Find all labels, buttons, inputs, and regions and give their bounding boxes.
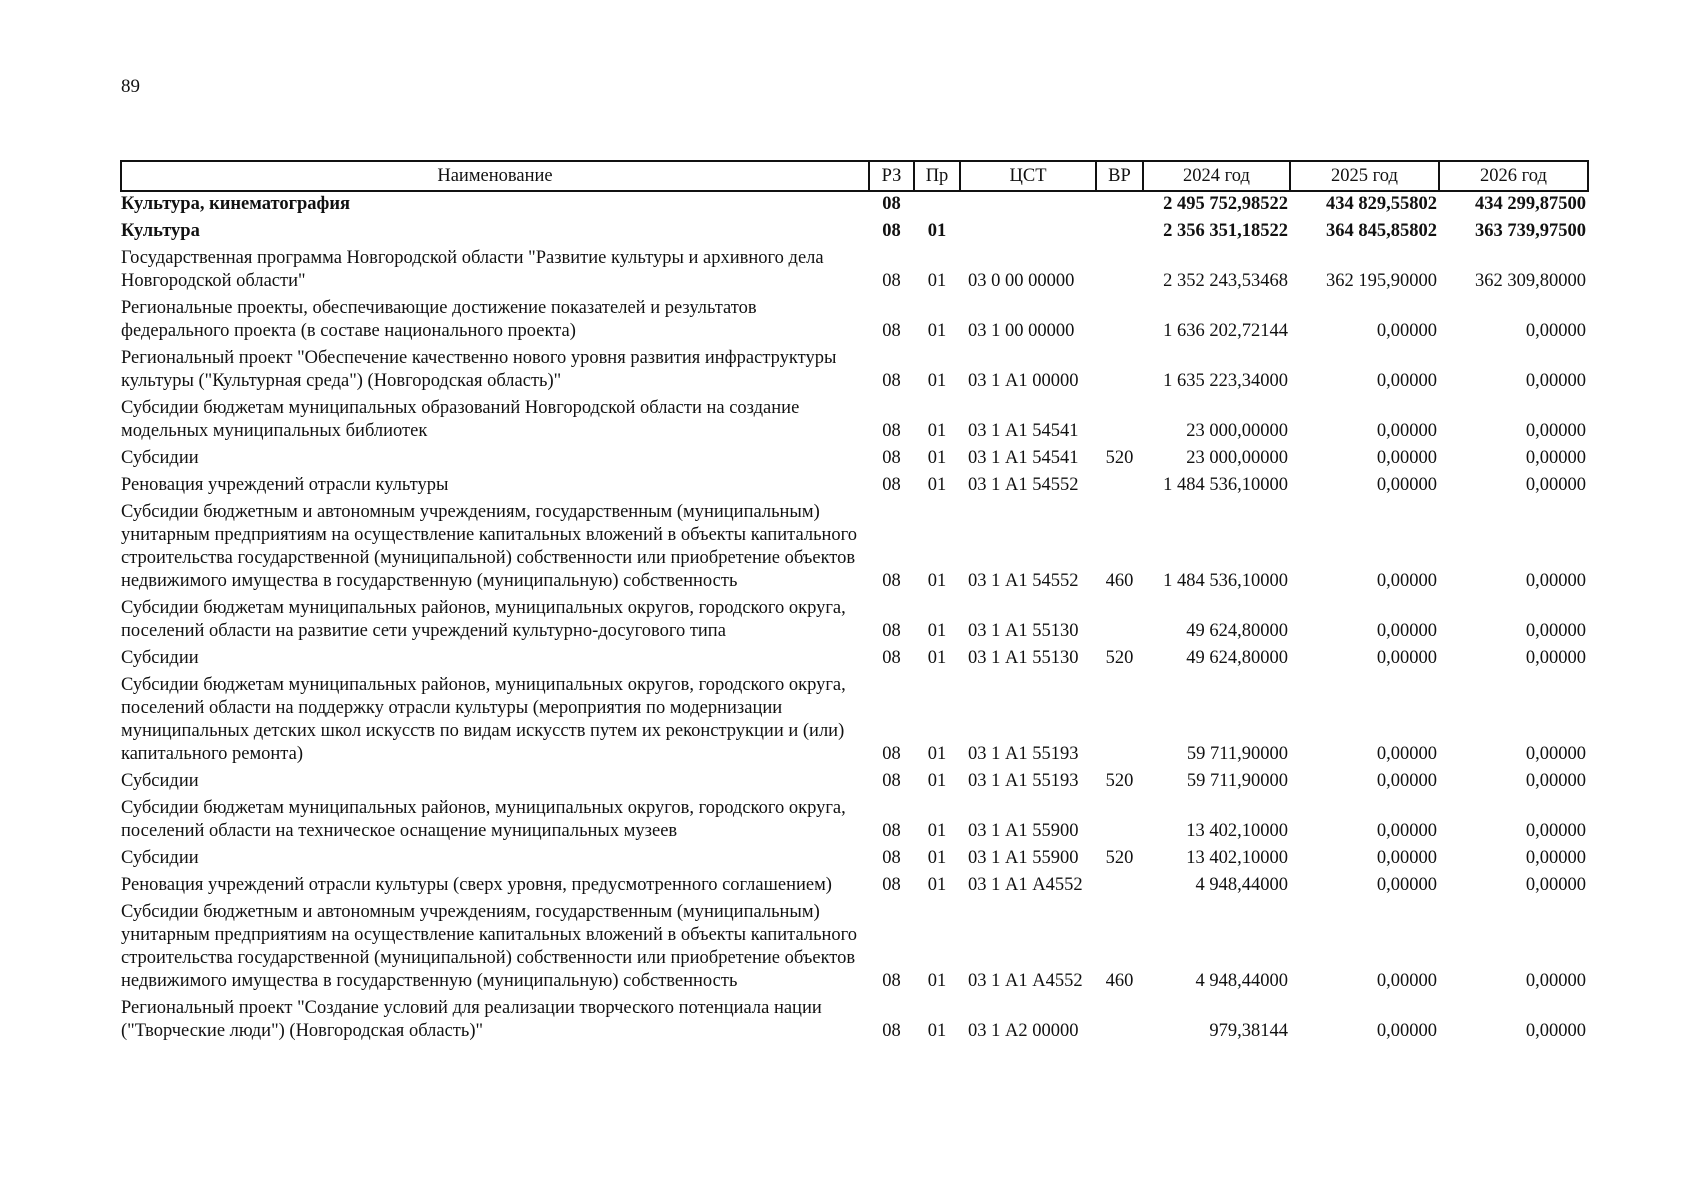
- table-row: [121, 396, 1588, 446]
- cell-vr: [1096, 996, 1143, 1046]
- cell-2025: 0,00000: [1376, 448, 1437, 468]
- cell-2024: 59 711,90000: [1186, 744, 1288, 764]
- cell-2026: 0,00000: [1525, 421, 1586, 441]
- cell-pr: 01: [927, 221, 947, 241]
- cell-name: Реновация учреждений отрасли культуры (сверх уровня, предусмотренного соглашением): [121, 875, 832, 895]
- cell-2025: 0,00000: [1376, 421, 1437, 441]
- cell-2026: 0,00000: [1525, 621, 1586, 641]
- cell-cst: 03 1 А1 54541: [968, 421, 1079, 441]
- cell-2024: 49 624,80000: [1186, 621, 1288, 641]
- header-2024: 2024 год: [1143, 161, 1290, 191]
- cell-2025: 0,00000: [1376, 848, 1437, 868]
- cell-cst: 03 1 А1 А4552: [968, 875, 1083, 895]
- cell-vr: 460: [1105, 571, 1134, 591]
- cell-rz: 08: [882, 371, 901, 391]
- cell-pr: 01: [927, 648, 947, 668]
- cell-2025: 0,00000: [1376, 771, 1437, 791]
- cell-vr: [1096, 796, 1143, 846]
- cell-rz: 08: [882, 221, 901, 241]
- cell-2024: 13 402,10000: [1186, 848, 1288, 868]
- header-2025: 2025 год: [1290, 161, 1439, 191]
- table-header-row: [121, 161, 1588, 191]
- cell-pr: 01: [927, 571, 947, 591]
- cell-2025: 0,00000: [1376, 875, 1437, 895]
- cell-2024: 49 624,80000: [1186, 648, 1288, 668]
- cell-cst: 03 1 А1 55130: [968, 621, 1079, 641]
- table-row: [121, 769, 1588, 796]
- cell-2024: 979,38144: [1209, 1021, 1288, 1041]
- table-row: [121, 219, 1588, 246]
- header-cst: ЦСТ: [960, 161, 1096, 191]
- table-body: [121, 191, 1588, 1046]
- header-name: Наименование: [121, 161, 869, 191]
- cell-2026: 0,00000: [1525, 571, 1586, 591]
- cell-rz: 08: [882, 271, 901, 291]
- cell-2026: 0,00000: [1525, 1021, 1586, 1041]
- cell-name: Субсидии бюджетам муниципальных районов, муниципальных округов, городского округа, поселений области на поддержку отрасли культуры (мероприятия по модернизации муниципальных детских школ искусств по видам искусств путем их реконструкции и (или) капитального ремонта): [121, 675, 846, 764]
- cell-2025: 0,00000: [1376, 621, 1437, 641]
- cell-2024: 1 635 223,34000: [1163, 371, 1288, 391]
- cell-2026: 0,00000: [1525, 371, 1586, 391]
- cell-2026: 0,00000: [1525, 648, 1586, 668]
- cell-cst: 03 1 00 00000: [968, 321, 1075, 341]
- cell-pr: 01: [927, 475, 947, 495]
- header-pr: Пр: [914, 161, 960, 191]
- table-row: [121, 500, 1588, 596]
- cell-name: Субсидии: [121, 648, 199, 668]
- cell-cst: 03 1 А1 А4552: [968, 971, 1083, 991]
- cell-pr: 01: [927, 621, 947, 641]
- cell-2026: 0,00000: [1525, 771, 1586, 791]
- table-row: [121, 996, 1588, 1046]
- cell-2025: 362 195,90000: [1326, 271, 1437, 291]
- cell-rz: 08: [882, 321, 901, 341]
- cell-pr: 01: [927, 848, 947, 868]
- cell-2024: 1 484 536,10000: [1163, 571, 1288, 591]
- cell-2024: 23 000,00000: [1186, 421, 1288, 441]
- cell-rz: 08: [882, 475, 901, 495]
- page-number: 89: [121, 76, 140, 97]
- cell-pr: 01: [927, 744, 947, 764]
- cell-2024: 2 352 243,53468: [1163, 271, 1288, 291]
- cell-vr: 460: [1105, 971, 1134, 991]
- cell-2024: 2 356 351,18522: [1163, 221, 1288, 241]
- cell-2025: 0,00000: [1376, 475, 1437, 495]
- cell-2026: 0,00000: [1525, 475, 1586, 495]
- cell-cst: 03 1 А1 55193: [968, 771, 1079, 791]
- cell-name: Культура: [121, 221, 200, 241]
- cell-vr: 520: [1105, 448, 1134, 468]
- cell-vr: [1096, 346, 1143, 396]
- cell-2026: 0,00000: [1525, 875, 1586, 895]
- cell-rz: 08: [882, 621, 901, 641]
- cell-2025: 434 829,55802: [1326, 194, 1437, 214]
- cell-rz: 08: [882, 744, 901, 764]
- cell-2026: 362 309,80000: [1475, 271, 1586, 291]
- cell-2024: 4 948,44000: [1195, 875, 1288, 895]
- cell-pr: 01: [927, 821, 947, 841]
- cell-cst: 03 1 А1 55900: [968, 821, 1079, 841]
- header-vr: ВР: [1096, 161, 1143, 191]
- cell-name: Культура, кинематография: [121, 194, 351, 214]
- cell-2025: 0,00000: [1376, 321, 1437, 341]
- cell-rz: 08: [882, 1021, 901, 1041]
- cell-name: Реновация учреждений отрасли культуры: [121, 475, 449, 495]
- cell-2026: 434 299,87500: [1475, 194, 1586, 214]
- cell-name: Субсидии бюджетам муниципальных образований Новгородской области на создание модельных муниципальных библиотек: [121, 398, 800, 441]
- cell-2025: 0,00000: [1376, 1021, 1437, 1041]
- cell-pr: 01: [927, 321, 947, 341]
- table-row: [121, 191, 1588, 219]
- cell-rz: 08: [882, 821, 901, 841]
- cell-rz: 08: [882, 648, 901, 668]
- cell-rz: 08: [882, 571, 901, 591]
- cell-name: Субсидии бюджетам муниципальных районов, муниципальных округов, городского округа, поселений области на развитие сети учреждений культурно-досугового типа: [121, 598, 846, 641]
- cell-vr: [1096, 246, 1143, 296]
- cell-2025: 0,00000: [1376, 371, 1437, 391]
- cell-cst: 03 1 А1 55193: [968, 744, 1079, 764]
- cell-vr: [1096, 191, 1143, 219]
- cell-rz: 08: [882, 771, 901, 791]
- table-row: [121, 296, 1588, 346]
- table-row: [121, 473, 1588, 500]
- cell-2026: 0,00000: [1525, 971, 1586, 991]
- cell-2026: 0,00000: [1525, 848, 1586, 868]
- cell-rz: 08: [882, 194, 901, 214]
- cell-2024: 2 495 752,98522: [1163, 194, 1288, 214]
- cell-cst: 03 1 А1 54541: [968, 448, 1079, 468]
- cell-cst: 03 0 00 00000: [968, 271, 1075, 291]
- table-row: [121, 646, 1588, 673]
- cell-vr: 520: [1105, 848, 1134, 868]
- cell-2025: 0,00000: [1376, 744, 1437, 764]
- cell-2025: 0,00000: [1376, 821, 1437, 841]
- cell-vr: 520: [1105, 648, 1134, 668]
- cell-rz: 08: [882, 971, 901, 991]
- cell-name: Государственная программа Новгородской области "Развитие культуры и архивного дела Новгородской области": [121, 248, 824, 291]
- cell-2026: 0,00000: [1525, 448, 1586, 468]
- cell-vr: 520: [1105, 771, 1134, 791]
- cell-2025: 364 845,85802: [1326, 221, 1437, 241]
- cell-vr: [1096, 596, 1143, 646]
- cell-name: Субсидии: [121, 771, 199, 791]
- cell-name: Субсидии: [121, 448, 199, 468]
- cell-2024: 59 711,90000: [1186, 771, 1288, 791]
- cell-vr: [1096, 296, 1143, 346]
- cell-pr: 01: [927, 1021, 947, 1041]
- table-row: [121, 873, 1588, 900]
- cell-2024: 1 484 536,10000: [1163, 475, 1288, 495]
- cell-name: Региональные проекты, обеспечивающие достижение показателей и результатов федерального проекта (в составе национального проекта): [121, 298, 757, 341]
- cell-vr: [1096, 873, 1143, 900]
- cell-rz: 08: [882, 421, 901, 441]
- cell-2026: 0,00000: [1525, 744, 1586, 764]
- cell-name: Субсидии бюджетам муниципальных районов, муниципальных округов, городского округа, поселений области на техническое оснащение муниципальных музеев: [121, 798, 846, 841]
- cell-name: Региональный проект "Создание условий для реализации творческого потенциала нации ("Творческие люди") (Новгородская область)": [121, 998, 822, 1041]
- cell-pr: 01: [927, 771, 947, 791]
- cell-rz: 08: [882, 875, 901, 895]
- cell-2026: 0,00000: [1525, 821, 1586, 841]
- cell-rz: 08: [882, 448, 901, 468]
- cell-pr: 01: [927, 971, 947, 991]
- cell-name: Субсидии бюджетным и автономным учреждениям, государственным (муниципальным) унитарным предприятиям на осуществление капитальных вложений в объекты капитального строительства государственной (муниципальной) собственности или приобретение объектов недвижимого имущества в государственную (муниципальную) собственность: [121, 502, 858, 591]
- cell-pr: [914, 191, 960, 219]
- cell-vr: [1096, 473, 1143, 500]
- cell-cst: 03 1 А1 55900: [968, 848, 1079, 868]
- cell-2024: 23 000,00000: [1186, 448, 1288, 468]
- table-row: [121, 796, 1588, 846]
- cell-cst: 03 1 А1 54552: [968, 475, 1079, 495]
- header-rz: РЗ: [869, 161, 914, 191]
- cell-cst: 03 1 А1 00000: [968, 371, 1079, 391]
- table-row: [121, 596, 1588, 646]
- cell-2024: 1 636 202,72144: [1163, 321, 1288, 341]
- cell-2025: 0,00000: [1376, 971, 1437, 991]
- cell-cst: 03 1 А2 00000: [968, 1021, 1079, 1041]
- cell-pr: 01: [927, 371, 947, 391]
- cell-cst: 03 1 А1 55130: [968, 648, 1079, 668]
- cell-vr: [1096, 219, 1143, 246]
- cell-2026: 0,00000: [1525, 321, 1586, 341]
- cell-pr: 01: [927, 875, 947, 895]
- cell-2024: 4 948,44000: [1195, 971, 1288, 991]
- cell-name: Субсидии: [121, 848, 199, 868]
- cell-2025: 0,00000: [1376, 571, 1437, 591]
- cell-cst: [960, 191, 1096, 219]
- table-row: [121, 246, 1588, 296]
- cell-cst: 03 1 А1 54552: [968, 571, 1079, 591]
- budget-table: [120, 160, 1589, 1046]
- cell-vr: [1096, 673, 1143, 769]
- cell-name: Региональный проект "Обеспечение качественно нового уровня развития инфраструктуры культуры ("Культурная среда") (Новгородская область)": [121, 348, 837, 391]
- cell-rz: 08: [882, 848, 901, 868]
- table-row: [121, 900, 1588, 996]
- table-row: [121, 673, 1588, 769]
- cell-2026: 363 739,97500: [1475, 221, 1586, 241]
- table-row: [121, 846, 1588, 873]
- header-2026: 2026 год: [1439, 161, 1588, 191]
- cell-name: Субсидии бюджетным и автономным учреждениям, государственным (муниципальным) унитарным предприятиям на осуществление капитальных вложений в объекты капитального строительства государственной (муниципальной) собственности или приобретение объектов недвижимого имущества в государственную (муниципальную) собственность: [121, 902, 858, 991]
- cell-pr: 01: [927, 421, 947, 441]
- table-row: [121, 346, 1588, 396]
- cell-pr: 01: [927, 271, 947, 291]
- cell-vr: [1096, 396, 1143, 446]
- table-row: [121, 446, 1588, 473]
- cell-pr: 01: [927, 448, 947, 468]
- cell-2025: 0,00000: [1376, 648, 1437, 668]
- cell-2024: 13 402,10000: [1186, 821, 1288, 841]
- cell-cst: [960, 219, 1096, 246]
